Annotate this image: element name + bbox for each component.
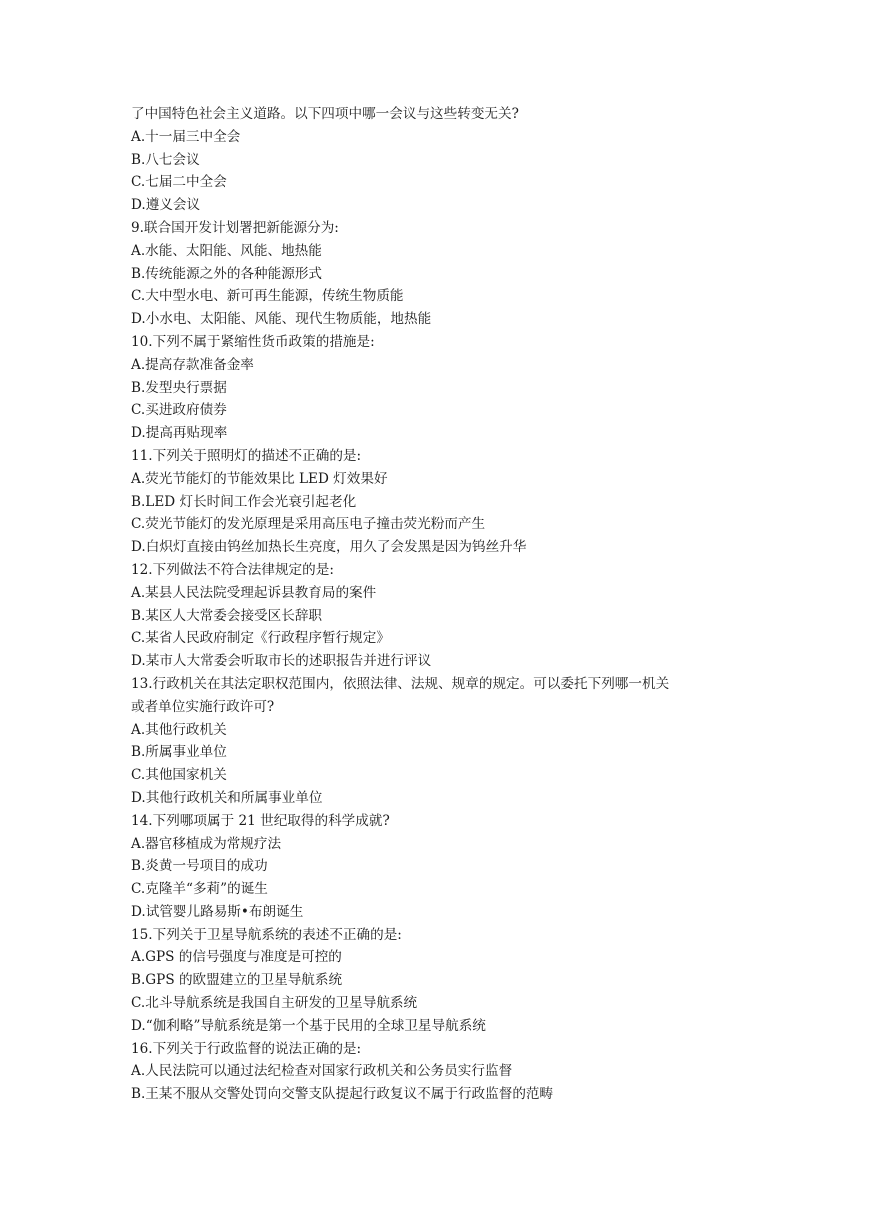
option-b: B.某区人大常委会接受区长辞职 — [131, 607, 323, 624]
option-d: D.某市人大常委会听取市长的述职报告并进行评议 — [131, 653, 432, 670]
option-b: B.八七会议 — [131, 151, 200, 168]
document-page — [131, 103, 751, 1106]
option-b: B.发型央行票据 — [131, 379, 227, 396]
question-stem: 11.下列关于照明灯的描述不正确的是: — [131, 447, 362, 464]
option-b: B.GPS 的欧盟建立的卫星导航系统 — [131, 972, 343, 989]
option-d: D.“伽利略”导航系统是第一个基于民用的全球卫星导航系统 — [131, 1017, 486, 1034]
option-d: D.试管婴儿路易斯•布朗诞生 — [131, 903, 304, 920]
option-b: B.LED 灯长时间工作会光衰引起老化 — [131, 493, 357, 510]
option-c: C.北斗导航系统是我国自主研发的卫星导航系统 — [131, 995, 418, 1012]
question-stem: 13.行政机关在其法定职权范围内，依照法律、法规、规章的规定。可以委托下列哪一机关 — [131, 675, 670, 692]
question-stem: 16.下列关于行政监督的说法正确的是: — [131, 1040, 362, 1057]
option-d: D.其他行政机关和所属事业单位 — [131, 789, 323, 806]
option-a: A.某县人民法院受理起诉县教育局的案件 — [131, 584, 377, 601]
option-c: C.大中型水电、新可再生能源，传统生物质能 — [131, 288, 404, 305]
question-stem: 12.下列做法不符合法律规定的是: — [131, 561, 334, 578]
question-stem: 9.联合国开发计划署把新能源分为: — [131, 219, 339, 236]
option-a: A.其他行政机关 — [131, 721, 227, 738]
question-stem: 14.下列哪项属于 21 世纪取得的科学成就? — [131, 812, 390, 829]
option-c: C.荧光节能灯的发光原理是采用高压电子撞击荧光粉而产生 — [131, 516, 486, 533]
lead-stem: 了中国特色社会主义道路。以下四项中哪一会议与这些转变无关? — [131, 106, 519, 122]
question-15 — [131, 924, 751, 1038]
option-a: A.水能、太阳能、风能、地热能 — [131, 242, 322, 259]
question-10 — [131, 331, 751, 445]
option-d: D.遵义会议 — [131, 197, 201, 214]
option-b: B.所属事业单位 — [131, 744, 227, 761]
question-16 — [131, 1038, 751, 1106]
option-a: A.十一届三中全会 — [131, 128, 241, 145]
option-d: D.提高再贴现率 — [131, 425, 228, 442]
question-14 — [131, 810, 751, 924]
question-11 — [131, 445, 751, 559]
lead-options — [131, 126, 751, 217]
option-c: C.七届二中全会 — [131, 174, 227, 191]
question-13 — [131, 673, 751, 810]
question-12 — [131, 559, 751, 673]
question-stem-continued: 或者单位实施行政许可? — [131, 698, 275, 715]
question-stem: 15.下列关于卫星导航系统的表述不正确的是: — [131, 926, 402, 943]
option-a: A.提高存款准备金率 — [131, 356, 254, 373]
option-d: D.小水电、太阳能、风能、现代生物质能，地热能 — [131, 311, 432, 328]
question-9 — [131, 217, 751, 331]
option-a: A.GPS 的信号强度与准度是可控的 — [131, 949, 342, 966]
option-b: B.传统能源之外的各种能源形式 — [131, 265, 323, 282]
option-b: B.王某不服从交警处罚向交警支队提起行政复议不属于行政监督的范畴 — [131, 1086, 554, 1103]
option-a: A.器官移植成为常规疗法 — [131, 835, 282, 852]
option-c: C.买进政府债券 — [131, 402, 227, 419]
question-stem: 10.下列不属于紧缩性货币政策的措施是: — [131, 333, 375, 350]
option-a: A.荧光节能灯的节能效果比 LED 灯效果好 — [131, 470, 388, 487]
option-a: A.人民法院可以通过法纪检查对国家行政机关和公务员实行监督 — [131, 1063, 513, 1080]
option-c: C.其他国家机关 — [131, 767, 227, 784]
option-d: D.白炽灯直接由钨丝加热长生亮度，用久了会发黑是因为钨丝升华 — [131, 539, 527, 556]
option-c: C.某省人民政府制定《行政程序暂行规定》 — [131, 630, 390, 647]
option-c: C.克隆羊“多莉”的诞生 — [131, 881, 268, 898]
option-b: B.炎黄一号项目的成功 — [131, 858, 268, 875]
